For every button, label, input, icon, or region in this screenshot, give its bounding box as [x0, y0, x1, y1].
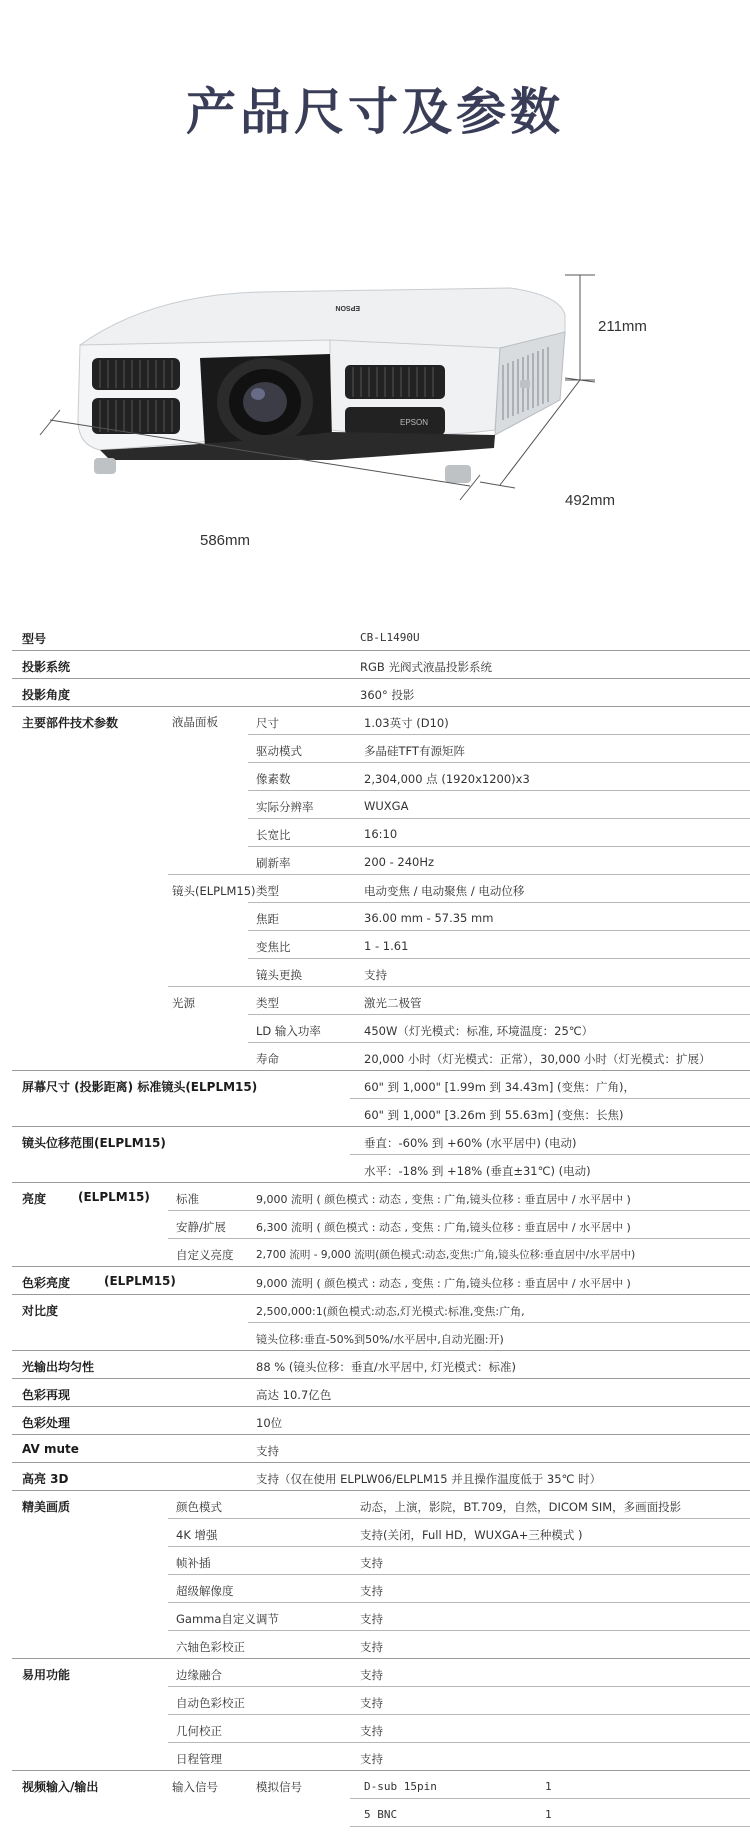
- screen-size-label: 屏幕尺寸 (投影距离) 标准镜头(ELPLM15): [22, 1080, 258, 1094]
- row-divider: [350, 1098, 750, 1099]
- model-value: CB-L1490U: [360, 631, 420, 644]
- row-divider: [12, 706, 750, 707]
- high-brightness-3d-value: 支持（仅在使用 ELPLW06/ELPLM15 并且操作温度低于 35℃ 时）: [256, 1472, 602, 1486]
- brightness-std-label: 标准: [176, 1192, 199, 1206]
- width-dimension: 586mm: [200, 532, 251, 549]
- brightness-eco-value: 6,300 流明 ( 颜色模式 : 动态 , 变焦 : 广角,镜头位移 : 垂直居中 / 水平居中 ): [256, 1221, 631, 1234]
- lens-type-value: 电动变焦 / 电动聚焦 / 电动位移: [364, 884, 525, 898]
- av-mute-value: 支持: [256, 1444, 279, 1458]
- row-divider: [248, 902, 750, 903]
- io-dsub-label: D-sub 15pin: [364, 1780, 437, 1793]
- projector-illustration: [0, 270, 750, 570]
- row-divider: [12, 678, 750, 679]
- row-divider: [12, 1350, 750, 1351]
- row-divider: [168, 1238, 750, 1239]
- row-divider: [12, 1182, 750, 1183]
- lens-swap-value: 支持: [364, 968, 387, 982]
- row-divider: [168, 1630, 750, 1631]
- lcd-resolution-value: WUXGA: [364, 799, 409, 813]
- page-title: 产品尺寸及参数: [186, 83, 564, 141]
- contrast-value-1: 2,500,000:1(颜色模式:动态,灯光模式:标准,变焦:广角,: [256, 1305, 525, 1318]
- screen-size-value-2: 60" 到 1,000" [3.26m 到 55.63m] (变焦：长焦): [364, 1108, 624, 1122]
- ease-of-use-label: 易用功能: [22, 1668, 71, 1682]
- ease-autocolor-value: 支持: [360, 1696, 383, 1710]
- lcd-pixels-label: 像素数: [256, 772, 291, 786]
- row-divider: [168, 1210, 750, 1211]
- row-divider: [12, 1126, 750, 1127]
- contrast-value-2: 镜头位移:垂直-50%到50%/水平居中,自动光圈:开): [256, 1333, 504, 1346]
- row-divider: [168, 1518, 750, 1519]
- brightness-custom-label: 自定义亮度: [176, 1248, 234, 1262]
- ease-schedule-label: 日程管理: [176, 1752, 222, 1766]
- row-divider: [168, 1742, 750, 1743]
- color-brightness-value: 9,000 流明 ( 颜色模式 : 动态 , 变焦 : 广角,镜头位移 : 垂直居中 / 水平居中 ): [256, 1277, 631, 1290]
- lcd-drive-value: 多晶硅TFT有源矩阵: [364, 744, 465, 758]
- row-divider: [168, 1546, 750, 1547]
- row-divider: [168, 986, 750, 987]
- row-divider: [168, 1686, 750, 1687]
- top-brand-logo: EPSON: [335, 304, 360, 311]
- pic-color-label: 颜色模式: [176, 1500, 222, 1514]
- pic-4k-label: 4K 增强: [176, 1528, 218, 1542]
- projection-system-label: 投影系统: [22, 660, 71, 674]
- row-divider: [168, 1574, 750, 1575]
- contrast-label: 对比度: [22, 1304, 59, 1318]
- lens-shift-value-1: 垂直：-60% 到 +60% (水平居中) (电动): [364, 1136, 577, 1150]
- light-source-label: 光源: [172, 996, 195, 1010]
- front-brand-logo: EPSON: [400, 418, 429, 427]
- row-divider: [12, 1406, 750, 1407]
- pic-6axis-label: 六轴色彩校正: [176, 1640, 245, 1654]
- video-io-label: 视频输入/输出: [22, 1780, 99, 1794]
- brightness-std-value: 9,000 流明 ( 颜色模式 : 动态 , 变焦 : 广角,镜头位移 : 垂直居中 / 水平居中 ): [256, 1193, 631, 1206]
- av-mute-label: AV mute: [22, 1442, 79, 1456]
- brightness-eco-label: 安静/扩展: [176, 1220, 226, 1234]
- row-divider: [12, 1070, 750, 1071]
- row-divider: [248, 790, 750, 791]
- io-dsub-value: 1: [545, 1780, 552, 1793]
- lcd-size-value: 1.03英寸 (D10): [364, 716, 449, 730]
- row-divider: [248, 762, 750, 763]
- lens-swap-label: 镜头更换: [256, 968, 302, 982]
- lens-focal-label: 焦距: [256, 912, 279, 926]
- row-divider: [12, 1462, 750, 1463]
- row-divider: [12, 1490, 750, 1491]
- lcd-resolution-label: 实际分辨率: [256, 800, 314, 814]
- light-power-label: LD 输入功率: [256, 1024, 321, 1038]
- pic-frame-label: 帧补插: [176, 1556, 211, 1570]
- lcd-refresh-label: 刷新率: [256, 856, 291, 870]
- ease-geometry-value: 支持: [360, 1724, 383, 1738]
- color-processing-value: 10位: [256, 1416, 283, 1430]
- picture-quality-label: 精美画质: [22, 1500, 71, 1514]
- io-analog-label: 模拟信号: [256, 1780, 302, 1794]
- io-input-label: 输入信号: [172, 1780, 218, 1794]
- color-reproduction-label: 色彩再现: [22, 1388, 71, 1402]
- pic-color-value: 动态，上演，影院，BT.709，自然，DICOM SIM，多画面投影: [360, 1500, 682, 1514]
- pic-sr-value: 支持: [360, 1584, 383, 1598]
- ease-geometry-label: 几何校正: [176, 1724, 222, 1738]
- row-divider: [248, 1042, 750, 1043]
- lcd-pixels-value: 2,304,000 点 (1920x1200)x3: [364, 772, 530, 786]
- ease-blend-label: 边缘融合: [176, 1668, 222, 1682]
- screen-size-value-1: 60" 到 1,000" [1.99m 到 34.43m] (变焦：广角)，: [364, 1080, 635, 1094]
- projection-system-value: RGB 光阀式液晶投影系统: [360, 660, 492, 674]
- main-params-label: 主要部件技术参数: [22, 716, 119, 730]
- light-life-value: 20,000 小时（灯光模式：正常），30,000 小时（灯光模式：扩展）: [364, 1052, 711, 1066]
- row-divider: [248, 734, 750, 735]
- row-divider: [248, 958, 750, 959]
- row-divider: [248, 930, 750, 931]
- row-divider: [168, 1602, 750, 1603]
- lcd-refresh-value: 200 - 240Hz: [364, 855, 435, 869]
- projector-image: [0, 270, 750, 570]
- lens-zoom-value: 1 - 1.61: [364, 939, 409, 953]
- row-divider: [248, 1014, 750, 1015]
- pic-4k-value: 支持(关闭，Full HD，WUXGA+三种模式 ): [360, 1528, 583, 1542]
- pic-6axis-value: 支持: [360, 1640, 383, 1654]
- uniformity-value: 88 % (镜头位移：垂直/水平居中, 灯光模式：标准): [256, 1360, 517, 1374]
- color-reproduction-value: 高达 10.7亿色: [256, 1388, 332, 1402]
- row-divider: [248, 818, 750, 819]
- row-divider: [12, 1294, 750, 1295]
- row-divider: [350, 1154, 750, 1155]
- io-bnc-label: 5 BNC: [364, 1808, 398, 1821]
- brightness-custom-value: 2,700 流明 - 9,000 流明(颜色模式:动态,变焦:广角,镜头位移:垂直居中/水平居中): [256, 1249, 636, 1261]
- color-brightness-label: 色彩亮度: [22, 1276, 71, 1290]
- lens-shift-value-2: 水平：-18% 到 +18% (垂直±31℃) (电动): [364, 1164, 591, 1178]
- row-divider: [168, 1714, 750, 1715]
- row-divider: [12, 650, 750, 651]
- lens-shift-label: 镜头位移范围(ELPLM15): [22, 1136, 166, 1150]
- lcd-aspect-value: 16:10: [364, 827, 398, 841]
- pic-gamma-value: 支持: [360, 1612, 383, 1626]
- row-divider: [350, 1826, 750, 1827]
- lcd-aspect-label: 长宽比: [256, 828, 291, 842]
- row-divider: [12, 1658, 750, 1659]
- height-dimension: 211mm: [598, 318, 647, 335]
- high-brightness-3d-label: 高亮 3D: [22, 1472, 69, 1486]
- lens-type-label: 类型: [256, 884, 279, 898]
- row-divider: [248, 846, 750, 847]
- lens-label: 镜头(ELPLM15): [172, 884, 256, 898]
- color-brightness-lens: (ELPLM15): [104, 1274, 176, 1288]
- model-label: 型号: [22, 632, 47, 646]
- projection-angle-label: 投影角度: [22, 688, 71, 702]
- lens-focal-value: 36.00 mm - 57.35 mm: [364, 911, 494, 925]
- projection-angle-value: 360° 投影: [360, 688, 415, 702]
- color-processing-label: 色彩处理: [22, 1416, 71, 1430]
- light-type-label: 类型: [256, 996, 279, 1010]
- ease-blend-value: 支持: [360, 1668, 383, 1682]
- ease-schedule-value: 支持: [360, 1752, 383, 1766]
- ease-autocolor-label: 自动色彩校正: [176, 1696, 245, 1710]
- row-divider: [12, 1378, 750, 1379]
- pic-gamma-label: Gamma自定义调节: [176, 1612, 279, 1626]
- light-power-value: 450W（灯光模式：标准, 环境温度：25℃）: [364, 1024, 594, 1038]
- row-divider: [12, 1266, 750, 1267]
- row-divider: [350, 1798, 750, 1799]
- light-life-label: 寿命: [256, 1052, 279, 1066]
- pic-frame-value: 支持: [360, 1556, 383, 1570]
- lcd-drive-label: 驱动模式: [256, 744, 302, 758]
- light-type-value: 激光二极管: [364, 996, 422, 1010]
- row-divider: [12, 1434, 750, 1435]
- row-divider: [12, 1770, 750, 1771]
- io-bnc-value: 1: [545, 1808, 552, 1821]
- uniformity-label: 光输出均匀性: [22, 1360, 95, 1374]
- pic-sr-label: 超级解像度: [176, 1584, 234, 1598]
- lens-zoom-label: 变焦比: [256, 940, 291, 954]
- brightness-lens: (ELPLM15): [78, 1190, 150, 1204]
- brightness-label: 亮度: [22, 1192, 47, 1206]
- lcd-label: 液晶面板: [172, 715, 218, 729]
- lcd-size-label: 尺寸: [256, 716, 279, 730]
- row-divider: [248, 1322, 750, 1323]
- row-divider: [168, 874, 750, 875]
- depth-dimension: 492mm: [565, 492, 616, 509]
